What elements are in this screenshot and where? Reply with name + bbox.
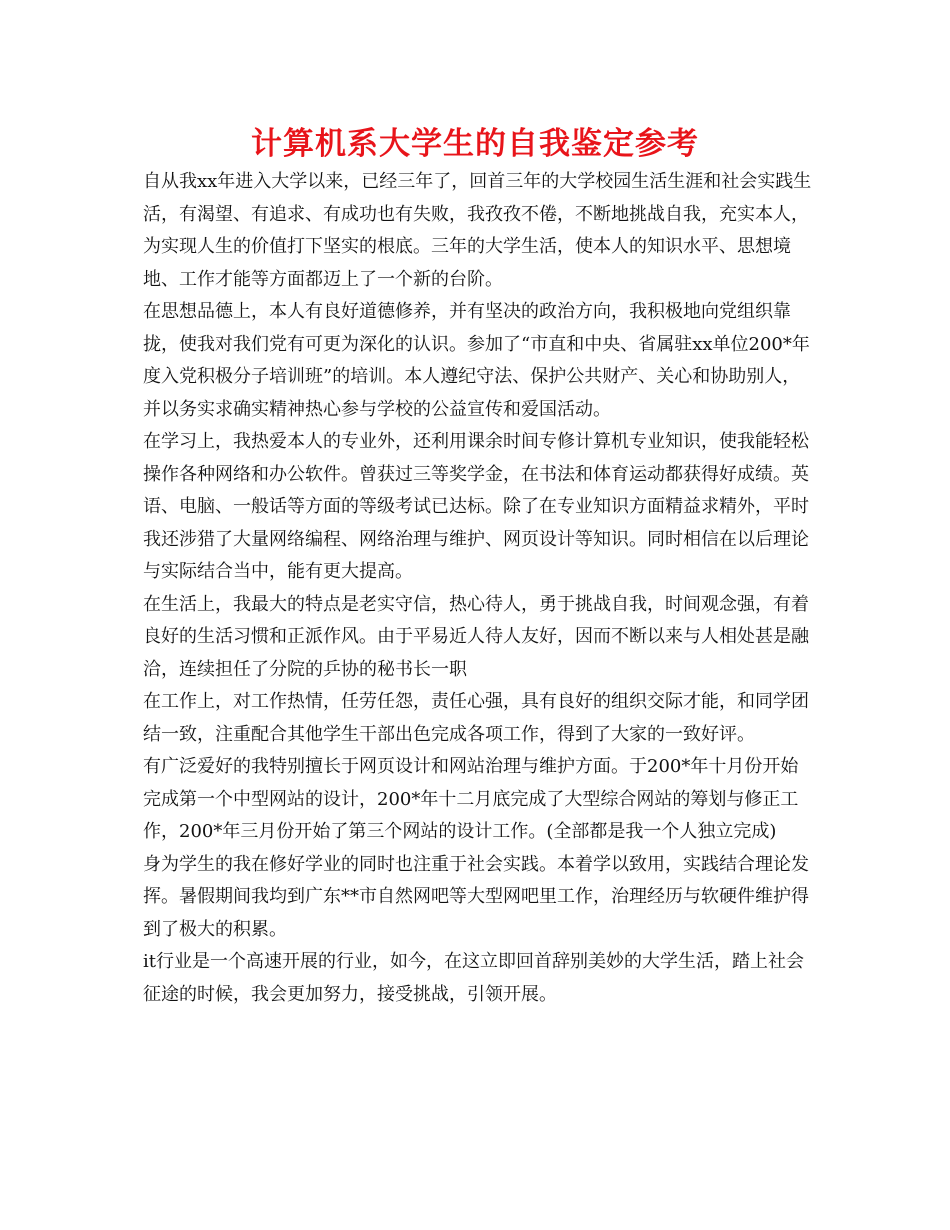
paragraph-conclusion: it行业是一个高速开展的行业，如今，在这立即回首辞别美妙的大学生活，踏上社会征途的时候，我会更加努力，接受挑战，引领开展。: [143, 951, 804, 1005]
document-body: [143, 166, 815, 1011]
paragraph-practice: 身为学生的我在修好学业的同时也注重于社会实践。本着学以致用，实践结合理论发挥。暑假期间我均到广东**市自然网吧等大型网吧里工作，治理经历与软硬件维护得到了极大的积累。: [143, 853, 809, 940]
paragraph-web-design: 有广泛爱好的我特别擅长于网页设计和网站治理与维护方面。于200*年十月份开始完成第一个中型网站的设计，200*年十二月底完成了大型综合网站的筹划与修正工作，200*年三月份开始了第三个网站的设计工作。(全部都是我一个人独立完成): [143, 756, 799, 842]
paragraph-life: 在生活上，我最大的特点是老实守信，热心待人，勇于挑战自我，时间观念强，有着良好的生活习惯和正派作风。由于平易近人待人友好，因而不断以来与人相处甚是融洽，连续担任了分院的乒协的秘书长一职: [143, 593, 809, 680]
document-title: 计算机系大学生的自我鉴定参考: [251, 126, 699, 162]
paragraph-ideology: 在思想品德上，本人有良好道德修养，并有坚决的政治方向，我积极地向党组织靠拢，使我对我们党有可更为深化的认识。参加了“市直和中央、省属驻xx单位200*年度入党积极分子培训班”的培训。本人遵纪守法、保护公共财产、关心和协助别人，并以务实求确实精神热心参与学校的公益宣传和爱国活动。: [143, 301, 810, 420]
paragraph-study: 在学习上，我热爱本人的专业外，还利用课余时间专修计算机专业知识，使我能轻松操作各种网络和办公软件。曾获过三等奖学金，在书法和体育运动都获得好成绩。英语、电脑、一般话等方面的等级考试已达标。除了在专业知识方面精益求精外，平时我还涉猎了大量网络编程、网络治理与维护、网页设计等知识。同时相信在以后理论与实际结合当中，能有更大提高。: [143, 431, 809, 582]
paragraph-work: 在工作上，对工作热情，任劳任怨，责任心强，具有良好的组织交际才能，和同学团结一致，注重配合其他学生干部出色完成各项工作，得到了大家的一致好评。: [143, 691, 809, 745]
paragraph-intro: 自从我xx年进入大学以来，已经三年了，回首三年的大学校园生活生涯和社会实践生活，有渴望、有追求、有成功也有失败，我孜孜不倦，不断地挑战自我，充实本人，为实现人生的价值打下坚实的根底。三年的大学生活，使本人的知识水平、思想境地、工作才能等方面都迈上了一个新的台阶。: [143, 171, 812, 290]
